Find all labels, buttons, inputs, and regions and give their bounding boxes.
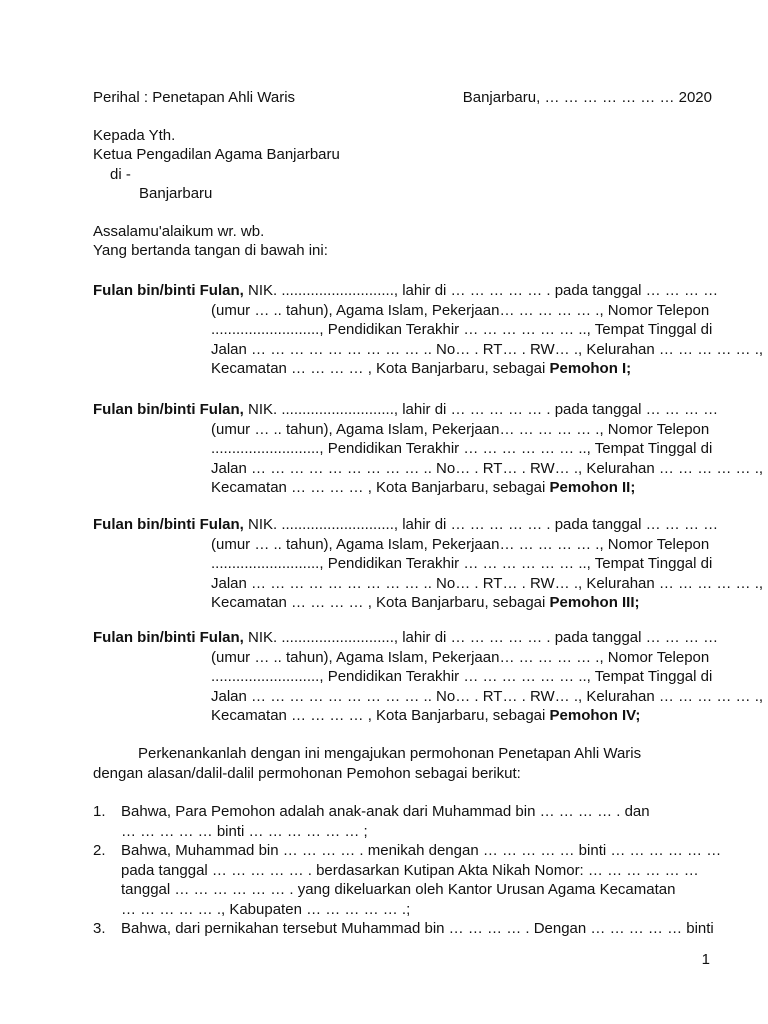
applicant-4 bbox=[93, 628, 764, 726]
body-paragraph-line-1: Perkenankanlah dengan ini mengajukan permohonan Penetapan Ahli Waris bbox=[138, 745, 642, 762]
greeting-salam: Assalamu'alaikum wr. wb. bbox=[93, 223, 265, 240]
list-item-line: Bahwa, Para Pemohon adalah anak-anak dari Muhammad bin … … … … . dan bbox=[121, 803, 650, 820]
applicant-line-2: (umur … .. tahun), Agama Islam, Pekerjaan… … … … … ., Nomor Telepon bbox=[211, 301, 710, 319]
applicant-role: Pemohon II; bbox=[549, 479, 636, 496]
applicant-line-5: Kecamatan … … … … , Kota Banjarbaru, sebagai bbox=[211, 594, 550, 611]
applicant-line-5: Kecamatan … … … … , Kota Banjarbaru, sebagai bbox=[211, 479, 550, 496]
applicant-line-4: Jalan … … … … … … … … … .. No… . RT… . RW… ., Kelurahan … … … … … ., bbox=[211, 687, 764, 705]
applicant-line-5: Kecamatan … … … … , Kota Banjarbaru, sebagai bbox=[211, 707, 550, 724]
list-item-line: pada tanggal … … … … … . berdasarkan Kutipan Akta Nikah Nomor: … … … … … … bbox=[121, 861, 699, 879]
points-list bbox=[93, 802, 722, 939]
recipient-line-4: Banjarbaru bbox=[139, 185, 213, 202]
applicant-line-2: (umur … .. tahun), Agama Islam, Pekerjaan… … … … … ., Nomor Telepon bbox=[211, 535, 710, 553]
recipient-line-2: Ketua Pengadilan Agama Banjarbaru bbox=[93, 146, 340, 163]
list-item-number: 3. bbox=[93, 920, 106, 937]
applicant-line-2: (umur … .. tahun), Agama Islam, Pekerjaan… … … … … ., Nomor Telepon bbox=[211, 648, 710, 666]
applicant-line-4: Jalan … … … … … … … … … .. No… . RT… . RW… ., Kelurahan … … … … … ., bbox=[211, 340, 764, 358]
applicant-line-1: NIK. ..........................., lahir di … … … … … . pada tanggal … … … … bbox=[243, 516, 719, 533]
applicant-line-3: .........................., Pendidikan Terakhir … … … … … … .., Tempat Tinggal di bbox=[211, 555, 713, 572]
applicant-line-3: .........................., Pendidikan Terakhir … … … … … … .., Tempat Tinggal di bbox=[211, 440, 713, 457]
applicant-line-1: NIK. ..........................., lahir di … … … … … . pada tanggal … … … … bbox=[243, 629, 719, 646]
recipient-line-3: di - bbox=[110, 166, 131, 183]
list-item-line: … … … … … ., Kabupaten … … … … … .; bbox=[121, 900, 411, 918]
list-item-line: Bahwa, dari pernikahan tersebut Muhammad bin … … … … . Dengan … … … … … binti bbox=[121, 920, 714, 937]
applicant-role: Pemohon I; bbox=[549, 360, 632, 377]
applicant-line-4: Jalan … … … … … … … … … .. No… . RT… . RW… ., Kelurahan … … … … … ., bbox=[211, 574, 764, 592]
applicant-line-2: (umur … .. tahun), Agama Islam, Pekerjaan… … … … … ., Nomor Telepon bbox=[211, 420, 710, 438]
applicant-3 bbox=[93, 515, 764, 613]
recipient-line-1: Kepada Yth. bbox=[93, 127, 176, 144]
applicant-name: Fulan bin/binti Fulan, bbox=[93, 401, 244, 418]
list-item-line: Bahwa, Muhammad bin … … … … . menikah dengan … … … … … binti … … … … … … bbox=[121, 842, 722, 859]
list-item bbox=[93, 841, 722, 919]
applicant-line-3: .........................., Pendidikan Terakhir … … … … … … .., Tempat Tinggal di bbox=[211, 668, 713, 685]
list-item-line: … … … … … binti … … … … … … ; bbox=[121, 822, 368, 840]
greeting-intro: Yang bertanda tangan di bawah ini: bbox=[93, 242, 328, 259]
body-paragraph bbox=[93, 744, 712, 783]
applicant-name: Fulan bin/binti Fulan, bbox=[93, 282, 244, 299]
page-number: 1 bbox=[701, 951, 710, 968]
applicant-2 bbox=[93, 400, 764, 498]
applicant-line-1: NIK. ..........................., lahir di … … … … … . pada tanggal … … … … bbox=[243, 282, 719, 299]
applicant-name: Fulan bin/binti Fulan, bbox=[93, 516, 244, 533]
list-item-line: tanggal … … … … … … . yang dikeluarkan oleh Kantor Urusan Agama Kecamatan bbox=[121, 881, 676, 898]
list-item-number: 1. bbox=[93, 803, 106, 820]
applicant-role: Pemohon IV; bbox=[549, 707, 641, 724]
body-paragraph-line-2: dengan alasan/dalil-dalil permohonan Pemohon sebagai berikut: bbox=[93, 764, 521, 782]
list-item bbox=[93, 919, 712, 939]
applicant-line-5: Kecamatan … … … … , Kota Banjarbaru, sebagai bbox=[211, 360, 550, 377]
list-item-number: 2. bbox=[93, 842, 106, 859]
place-date: Banjarbaru, … … … … … … … 2020 bbox=[462, 89, 712, 106]
list-item bbox=[93, 802, 712, 841]
applicant-line-4: Jalan … … … … … … … … … .. No… . RT… . RW… ., Kelurahan … … … … … ., bbox=[211, 459, 764, 477]
applicant-role: Pemohon III; bbox=[549, 594, 640, 611]
applicant-name: Fulan bin/binti Fulan, bbox=[93, 629, 244, 646]
applicant-line-1: NIK. ..........................., lahir di … … … … … . pada tanggal … … … … bbox=[243, 401, 719, 418]
applicant-1 bbox=[93, 281, 764, 379]
applicant-line-3: .........................., Pendidikan Terakhir … … … … … … .., Tempat Tinggal di bbox=[211, 321, 713, 338]
subject-line: Perihal : Penetapan Ahli Waris bbox=[93, 89, 296, 106]
